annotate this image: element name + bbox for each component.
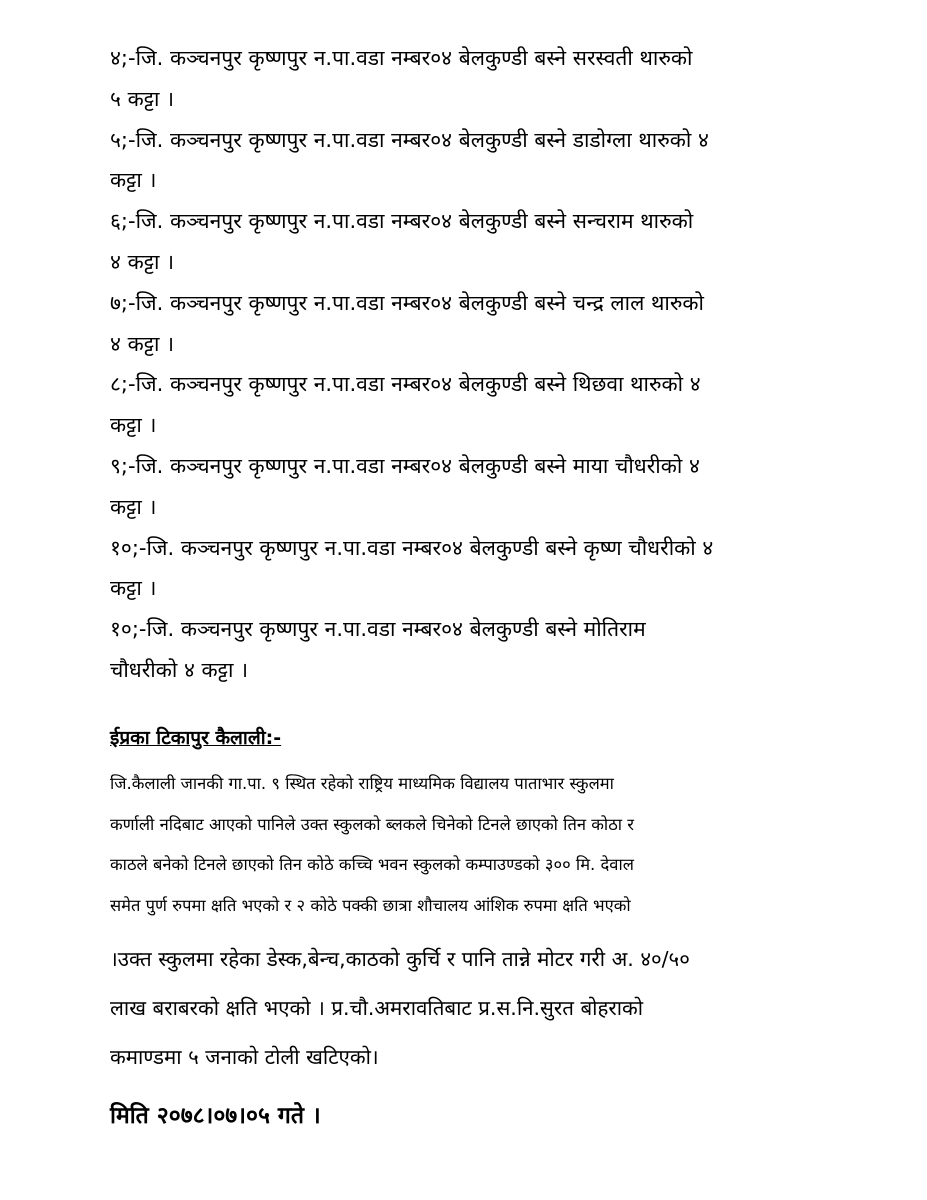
list-item xyxy=(110,283,855,365)
list-item xyxy=(110,528,855,610)
report-paragraph-continued xyxy=(110,935,870,1082)
paragraph-line: कमाण्डमा ५ जनाको टोली खटिएको। xyxy=(110,1045,379,1069)
entry-line: ४ कट्टा । xyxy=(110,331,175,356)
entry-line: ९;-जि. कञ्चनपुर कृष्णपुर न.पा.वडा नम्बर०४ बेलकुण्डी बस्ने माया चौधरीको ४ xyxy=(110,453,700,478)
entry-line: कट्टा । xyxy=(110,576,157,601)
list-item xyxy=(110,120,855,202)
paragraph-line: काठले बनेको टिनले छाएको तिन कोठे कच्चि भवन स्कुलको कम्पाउण्डको ३०० मि. देवाल xyxy=(110,855,634,874)
entry-line: ५;-जि. कञ्चनपुर कृष्णपुर न.पा.वडा नम्बर०४ बेलकुण्डी बस्ने डाडोग्ला थारुको ४ xyxy=(110,127,709,152)
entry-line: कट्टा । xyxy=(110,494,157,519)
list-item xyxy=(110,201,855,283)
entry-line: ६;-जि. कञ्चनपुर कृष्णपुर न.पा.वडा नम्बर०४ बेलकुण्डी बस्ने सन्चराम थारुको xyxy=(110,209,694,234)
entry-line: ४;-जि. कञ्चनपुर कृष्णपुर न.पा.वडा नम्बर०४ बेलकुण्डी बस्ने सरस्वती थारुको xyxy=(110,46,693,70)
document-date: मिति २०७८।०७।०५ गते । xyxy=(110,1103,321,1129)
paragraph-line: समेत पुर्ण रुपमा क्षति भएको र २ कोठे पक्की छात्रा शौचालय आंशिक रुपमा क्षति भएको xyxy=(110,895,631,915)
entry-line: ८;-जि. कञ्चनपुर कृष्णपुर न.पा.वडा नम्बर०४ बेलकुण्डी बस्ने थिछवा थारुको ४ xyxy=(110,372,701,397)
entry-list xyxy=(110,38,855,691)
entry-line: १०;-जि. कञ्चनपुर कृष्णपुर न.पा.वडा नम्बर०४ बेलकुण्डी बस्ने मोतिराम xyxy=(110,617,646,642)
list-item xyxy=(110,38,855,120)
list-item xyxy=(110,364,855,446)
entry-line: ४ कट्टा । xyxy=(110,249,175,274)
entry-line: ५ कट्टा । xyxy=(110,86,175,111)
paragraph-line: लाख बराबरको क्षति भएको । प्र.चौ.अमरावतिबाट प्र.स.नि.सुरत बोहराको xyxy=(110,996,644,1020)
entry-line: कट्टा । xyxy=(110,413,157,438)
list-item xyxy=(110,446,855,528)
report-paragraph xyxy=(110,764,850,926)
entry-line: १०;-जि. कञ्चनपुर कृष्णपुर न.पा.वडा नम्बर०४ बेलकुण्डी बस्ने कृष्ण चौधरीको ४ xyxy=(110,535,714,560)
paragraph-line: जि.कैलाली जानकी गा.पा. ९ स्थित रहेको राष्ट्रिय माध्यमिक विद्यालय पाताभार स्कुलमा xyxy=(110,774,614,793)
entry-line: ७;-जि. कञ्चनपुर कृष्णपुर न.पा.वडा नम्बर०४ बेलकुण्डी बस्ने चन्द्र लाल थारुको xyxy=(110,290,704,315)
entry-line: कट्टा । xyxy=(110,168,157,193)
list-item xyxy=(110,609,855,691)
paragraph-line: ।उक्त स्कुलमा रहेका डेस्क,बेन्च,काठको कुर्चि र पानि तान्ने मोटर गरी अ. ४०/५० xyxy=(110,947,690,971)
entry-line: चौधरीको ४ कट्टा । xyxy=(110,657,249,682)
section-heading: ईप्रका टिकापुर कैलाली:- xyxy=(110,727,282,749)
paragraph-line: कर्णाली नदिबाट आएको पानिले उक्त स्कुलको ब्लकले चिनेको टिनले छाएको तिन कोठा र xyxy=(110,814,635,834)
